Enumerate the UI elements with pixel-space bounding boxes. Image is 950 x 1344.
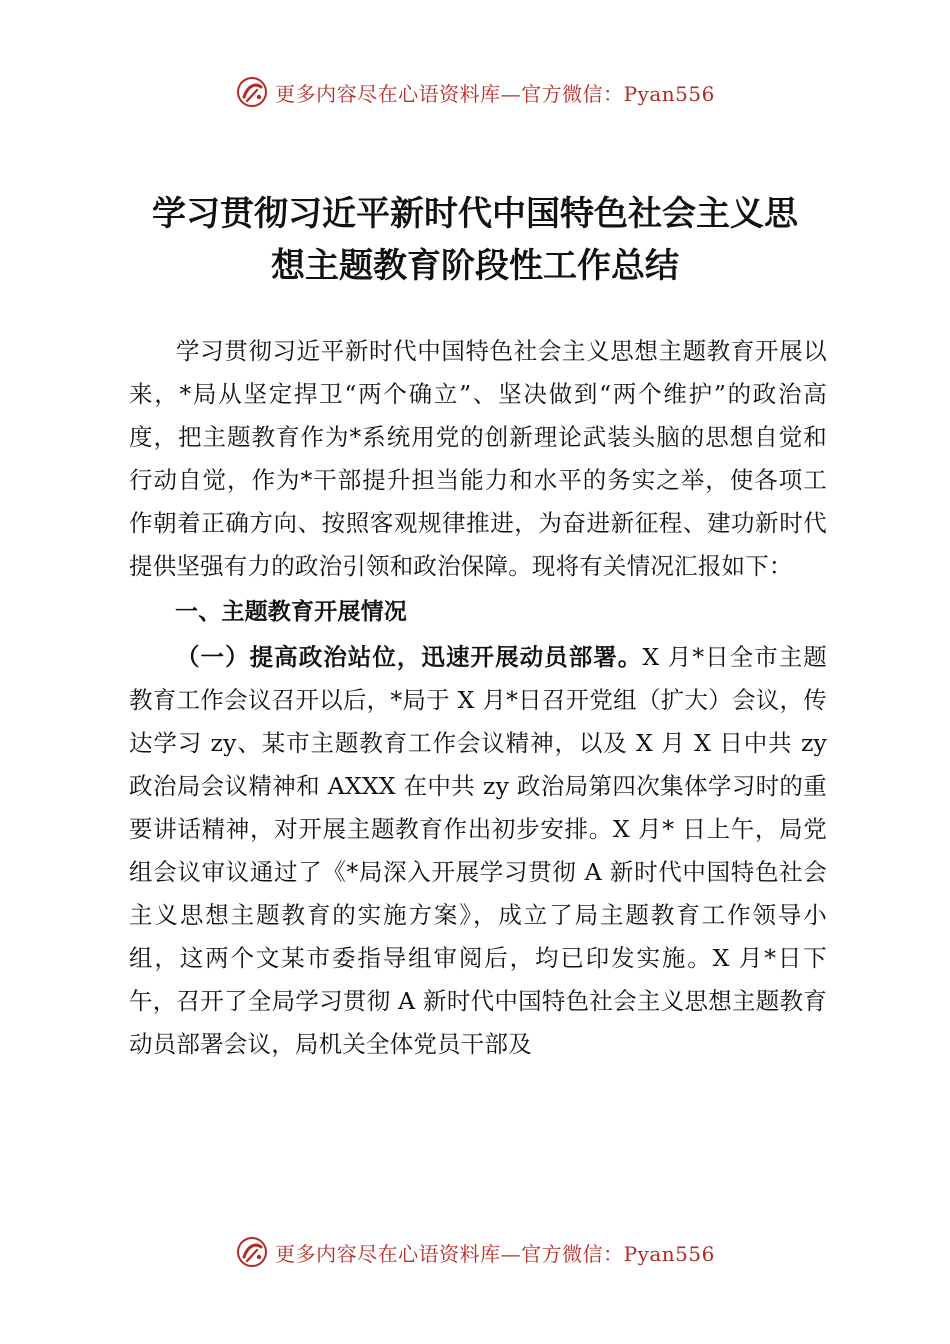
intro-paragraph: 学习贯彻习近平新时代中国特色社会主义思想主题教育开展以来，*局从坚定捍卫“两个确立”、坚决做到“两个维护”的政治高度，把主题教育作为*系统用党的创新理论武装头脑的思想自觉和行动自觉，作为*干部提升担当能力和水平的务实之举，使各项工作朝着正确方向、按照客观规律推进，为奋进新征程、建功新时代提供坚强有力的政治引领和政治保障。现将有关情况汇报如下： <box>129 337 827 580</box>
header-banner <box>0 72 950 112</box>
subsection-lead: （一）提高政治站位，迅速开展动员部署。 <box>176 643 643 671</box>
title-line-2: 想主题教育阶段性工作总结 <box>271 246 679 286</box>
title-line-1: 学习贯彻习近平新时代中国特色社会主义思 <box>152 194 798 234</box>
subsection-paragraph <box>129 636 827 1066</box>
seal-logo-icon <box>235 75 269 109</box>
header-banner-text: 更多内容尽在心语资料库—官方微信：Pyan556 <box>275 81 715 106</box>
footer-banner-text: 更多内容尽在心语资料库—官方微信：Pyan556 <box>275 1241 715 1266</box>
subsection-body: X 月*日全市主题教育工作会议召开以后，*局于 X 月*日召开党组（扩大）会议，传达学习 zy、某市主题教育工作会议精神，以及 X 月 X 日中共 zy 政治局会议精神和 AXXX 在中共 zy 政治局第四次集体学习时的重要讲话精神，对开展主题教育作出初步安排。X 月* 日上午，局党组会议审议通过了《*局深入开展学习贯彻 A 新时代中国特色社会主义思想主题教育的实施方案》，成立了局主题教育工作领导小组，这两个文某市委指导组审阅后，均已印发实施。X 月*日下午，召开了全局学习贯彻 A 新时代中国特色社会主义思想主题教育动员部署会议，局机关全体党员干部及 <box>129 643 827 1058</box>
seal-logo-icon <box>235 1235 269 1269</box>
document-body <box>129 330 827 1066</box>
document-title <box>0 188 950 292</box>
section-heading: 一、主题教育开展情况 <box>175 599 407 625</box>
footer-banner <box>0 1232 950 1272</box>
